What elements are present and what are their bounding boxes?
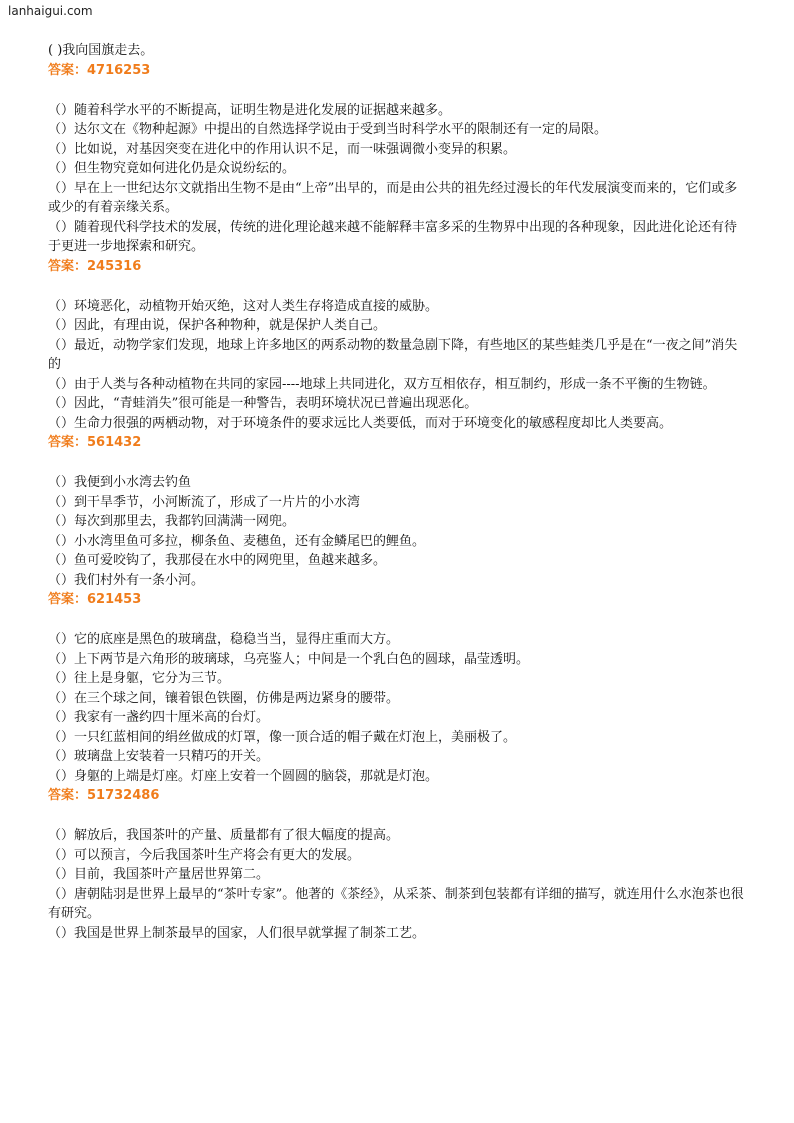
sentence-line: （）我国是世界上制茶最早的国家，人们很早就掌握了制茶工艺。 bbox=[48, 925, 426, 941]
sentence-line: （）到干旱季节，小河断流了，形成了一片片的小水湾 bbox=[48, 494, 361, 510]
sentence-line: （）我便到小水湾去钓鱼 bbox=[48, 475, 192, 490]
sentence-line: （）最近，动物学家们发现，地球上许多地区的两系动物的数量急剧下降，有些地区的某些蛙类几乎是在“一夜之间”消失的 bbox=[48, 337, 738, 372]
sentence-line: （）达尔文在《物种起源》中提出的自然选择学说由于受到当时科学水平的限制还有一定的局限。 bbox=[48, 122, 608, 137]
sentence-line: （）目前，我国茶叶产量居世界第二。 bbox=[48, 867, 270, 882]
answer-label: 答案：561432 bbox=[48, 435, 142, 450]
sentence-line: （）环境恶化，动植物开始灭绝，这对人类生存将造成直接的威胁。 bbox=[48, 298, 439, 314]
sentence-line: （）它的底座是黑色的玻璃盘，稳稳当当，显得庄重而大方。 bbox=[48, 632, 400, 647]
sentence-line: （）早在上一世纪达尔文就指出生物不是由“上帝”出早的，而是由公共的祖先经过漫长的年代发展演变而来的，它们或多或少的有着亲缘关系。 bbox=[48, 180, 738, 215]
sentence-line: （）解放后，我国茶叶的产量、质量都有了很大幅度的提高。 bbox=[48, 828, 400, 843]
exercise-list bbox=[48, 41, 748, 963]
sentence-line: （）我家有一盏约四十厘米高的台灯。 bbox=[48, 710, 270, 725]
sentence-line: （）但生物究竟如何进化仍是众说纷纭的。 bbox=[48, 161, 296, 176]
sentence-line: （）随着科学水平的不断提高，证明生物是进化发展的证据越来越多。 bbox=[48, 102, 452, 118]
exercise-block-2 bbox=[48, 101, 748, 277]
sentence-line: （）由于人类与各种动植物在共同的家园----地球上共同进化，双方互相依存，相互制约，形成一条不平衡的生物链。 bbox=[48, 376, 716, 392]
sentence-line: （）玻璃盘上安装着一只精巧的开关。 bbox=[48, 749, 270, 764]
sentence-line: （）我们村外有一条小河。 bbox=[48, 572, 205, 588]
exercise-block-6 bbox=[48, 826, 748, 943]
answer-label: 答案：4716253 bbox=[48, 62, 151, 78]
sentence-line: （）往上是身躯，它分为三节。 bbox=[48, 671, 231, 686]
sentence-line: （）一只红蓝相间的绢丝做成的灯罩，像一顶合适的帽子戴在灯泡上，美丽极了。 bbox=[48, 729, 517, 745]
exercise-block-5 bbox=[48, 630, 748, 806]
site-label: lanhaigui.com bbox=[8, 4, 93, 18]
answer-label: 答案：621453 bbox=[48, 592, 142, 607]
sentence-line: （）因此，有理由说，保护各种物种，就是保护人类自己。 bbox=[48, 318, 387, 333]
exercise-block-1 bbox=[48, 41, 748, 81]
sentence-line: （）比如说，对基因突变在进化中的作用认识不足，而一味强调微小变异的积累。 bbox=[48, 141, 517, 157]
sentence-line: （）因此，“青蛙消失”很可能是一种警告，表明环境状况已普遍出现恶化。 bbox=[48, 396, 478, 411]
sentence-line: （）上下两节是六角形的玻璃球，乌亮鉴人；中间是一个乳白色的圆球，晶莹透明。 bbox=[48, 651, 530, 667]
sentence-line: （）小水湾里鱼可多拉，柳条鱼、麦穗鱼，还有金鳞尾巴的鲤鱼。 bbox=[48, 533, 426, 549]
sentence-line: （）身躯的上端是灯座。灯座上安着一个圆圆的脑袋，那就是灯泡。 bbox=[48, 768, 439, 784]
sentence-line: （）在三个球之间，镶着银色铁圈，仿佛是两边紧身的腰带。 bbox=[48, 690, 400, 706]
sentence-line: （）鱼可爱咬钩了，我那侵在水中的网兜里，鱼越来越多。 bbox=[48, 553, 387, 568]
answer-label: 答案：51732486 bbox=[48, 788, 160, 803]
sentence-line: （）生命力很强的两栖动物，对于环境条件的要求远比人类要低，而对于环境变化的敏感程度却比人类要高。 bbox=[48, 415, 673, 431]
sentence-line: （）随着现代科学技术的发展，传统的进化理论越来越不能解释丰富多采的生物界中出现的各种现象，因此进化论还有待于更进一步地探索和研究。 bbox=[48, 219, 738, 254]
sentence-line: ( )我向国旗走去。 bbox=[48, 43, 154, 58]
exercise-block-3 bbox=[48, 297, 748, 454]
exercise-block-4 bbox=[48, 473, 748, 610]
sentence-line: （）每次到那里去，我都钓回满满一网兜。 bbox=[48, 514, 296, 529]
answer-label: 答案：245316 bbox=[48, 258, 142, 274]
sentence-line: （）可以预言，今后我国茶叶生产将会有更大的发展。 bbox=[48, 847, 361, 863]
sentence-line: （）唐朝陆羽是世界上最早的“茶叶专家”。他著的《茶经》，从采茶、制茶到包装都有详细的描写，就连用什么水泡茶也很有研究。 bbox=[48, 886, 744, 921]
